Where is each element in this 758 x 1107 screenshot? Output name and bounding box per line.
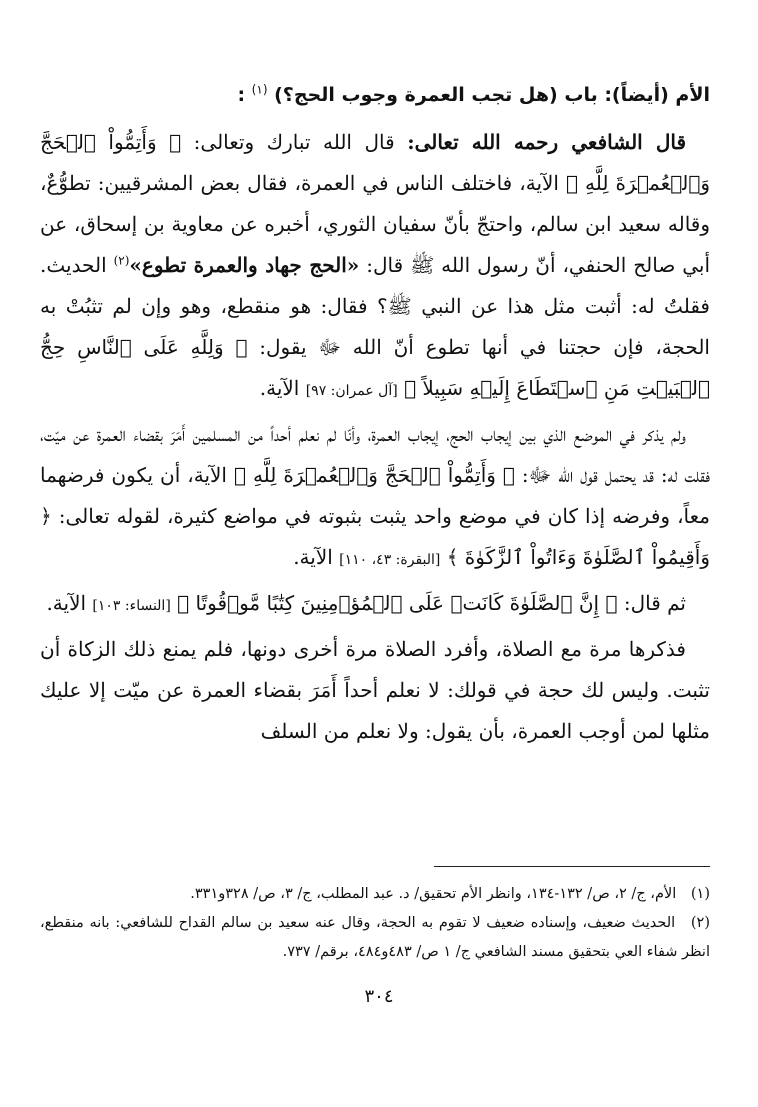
paragraph-4: [40, 629, 710, 752]
body-text: الآية.: [293, 545, 333, 569]
heading-text: الأم (أيضاً): باب (هل تجب العمرة وجوب الحج؟): [274, 84, 710, 106]
body-text: الآية.: [259, 376, 300, 400]
quran-verse: ﴿ وَلِلَّهِ عَلَى ٱلنَّاسِ حِجُّ ٱلۡبَيۡتِ مَنِ ٱسۡتَطَاعَ إِلَيۡهِ سَبِيلاً ﴾: [40, 335, 710, 400]
footnotes: [40, 880, 710, 967]
speaker-intro: قال الشافعي رحمه الله تعالى:: [407, 130, 687, 154]
quran-verse: ﴿ وَأَتِمُّواْ ٱلۡحَجَّ وَٱلۡعُمۡرَةَ لِلَّهِ ﴾: [40, 130, 710, 195]
body-text: الحديث. فقلتُ له: أثبت مثل هذا عن النبي ﷺ؟ فقال: هو منقطع، وهو وإن لم تثبُتْ به الحجة، فإن حجتنا في أنها تطوع أنّ الله ﷻ يقول:: [40, 253, 710, 359]
hadith-text: «الحج جهاد والعمرة تطوع»: [129, 253, 360, 277]
body-text: ولم يذكر في الموضع الذي بين إيجاب الحج، إيجاب العمرة، وأنّا لم نعلم أحداً من المسلمين أَمَرَ بقضاء العمرة عن ميّت، فقلت له: قد يحتمل قول الله ﷻ:: [40, 422, 710, 487]
verse-reference: [البقرة: ٤٣، ١١٠]: [339, 552, 441, 568]
footnote-marker: (٢): [113, 253, 130, 268]
body-text: الآية، فاختلف الناس في العمرة، فقال بعض المشرقيين: تطوُّعٌ، وقاله سعيد ابن سالم، واحتجّ بأنّ سفيان الثوري، أخبره عن معاوية بن إسحاق، عن أبي صالح الحنفي، أنّ رسول الله ﷺ قال:: [40, 171, 711, 277]
quran-verse: ﴿ وَأَقِيمُواْ ٱلصَّلَوٰةَ وَءَاتُواْ ٱلزَّكَوٰةَ ﴾: [40, 504, 710, 569]
footnote-text: الأم، ج/ ٢، ص/ ١٣٢-١٣٤، وانظر الأم تحقيق/ د. عبد المطلب، ج/ ٣، ص/ ٣٢٨و٣٣١.: [190, 886, 677, 902]
footnote-number: (٢): [690, 915, 711, 931]
body-text: الآية، أن يكون فرضهما معاً، وفرضه إذا كان في موضع واحد يثبت بثبوته في مواضع كثيرة، لقوله تعالى:: [40, 463, 710, 528]
body-text: فذكرها مرة مع الصلاة، وأفرد الصلاة مرة أخرى دونها، فلم يمنع ذلك الزكاة أن تثبت. وليس لك حجة في قولك: لا نعلم أحداً أَمَرَ بقضاء العمرة عن ميّت إلا عليك مثلها لمن أوجب العمرة، بأن يقول: ولا نعلم من السلف: [40, 637, 710, 743]
verse-reference: [آل عمران: ٩٧]: [305, 383, 398, 399]
verse-reference: [النساء: ١٠٣]: [92, 598, 171, 614]
page-number: ٣٠٤: [364, 986, 394, 1007]
footnote-2: [40, 909, 710, 967]
quote-intro: قال الله تبارك وتعالى:: [193, 130, 395, 154]
chapter-heading: [40, 80, 710, 110]
heading-footnote-marker: (١): [251, 82, 268, 97]
heading-colon: :: [237, 84, 246, 106]
paragraph-2: [40, 414, 710, 581]
footnote-text: الحديث ضعيف، وإسناده ضعيف لا تقوم به الحجة، وقال عنه سعيد بن سالم القداح للشافعي: بانه منقطع، انظر شفاء العي بتحقيق مسند الشافعي ج/ ١ ص/ ٤٨٣و٤٨٤، برقم/ ٧٣٧.: [40, 915, 710, 960]
body-text: ثم قال:: [623, 591, 686, 615]
quran-verse: ﴿ وَأَتِمُّواْ ٱلۡحَجَّ وَٱلۡعُمۡرَةَ لِلَّهِ ﴾: [233, 463, 515, 487]
body-text: الآية.: [46, 591, 87, 615]
quran-verse: ﴿ إِنَّ ٱلصَّلَوٰةَ كَانَتۡ عَلَى ٱلۡمُؤۡمِنِينَ كِتَٰبًا مَّوۡقُوتًا ﴾: [177, 591, 618, 615]
footnote-1: [40, 880, 710, 909]
footnote-separator: [434, 866, 710, 867]
paragraph-3: [40, 583, 710, 627]
paragraph-1: [40, 122, 710, 412]
footnote-number: (١): [690, 886, 710, 902]
